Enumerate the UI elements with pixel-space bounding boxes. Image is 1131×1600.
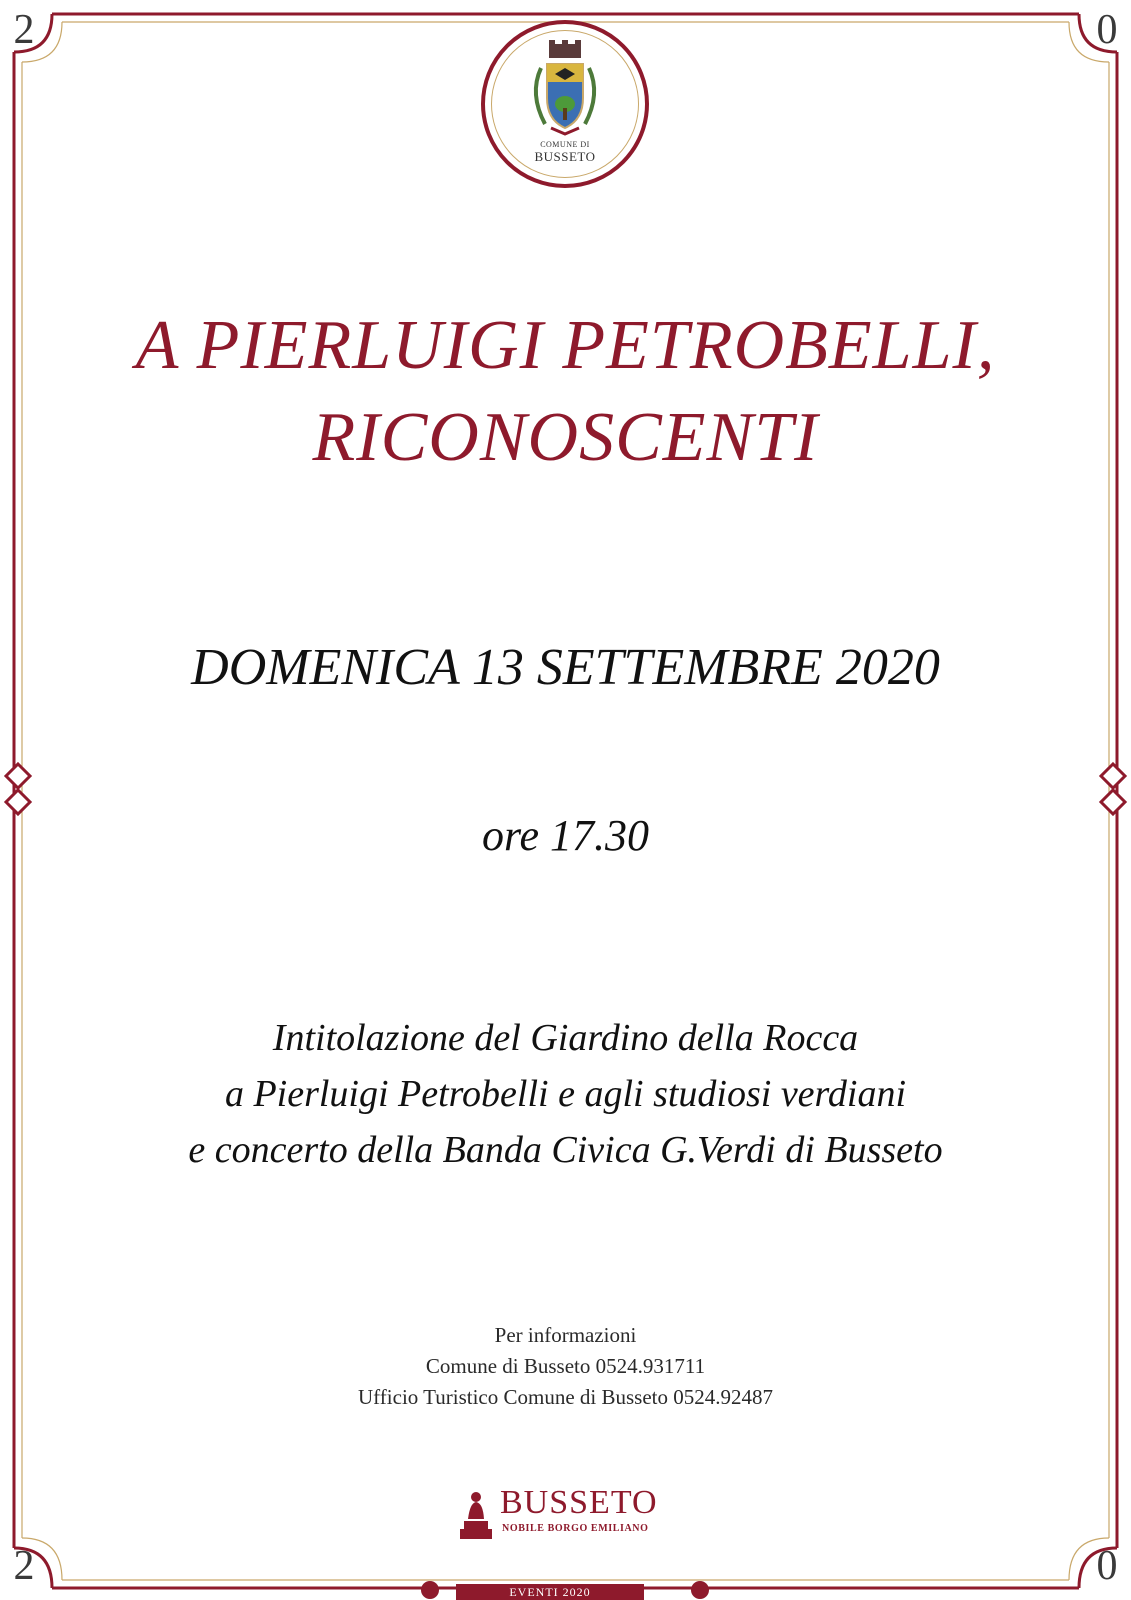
info-line-2: Ufficio Turistico Comune di Busseto 0524.92487 [358,1385,773,1409]
corner-digit-top-right: 0 [1096,7,1118,53]
busseto-logo [456,1485,676,1545]
description-line-1: Intitolazione del Giardino della Rocca [272,1017,859,1059]
corner-digit-bottom-left: 2 [13,1543,35,1589]
statue-icon [456,1489,496,1541]
seal-caption-small: COMUNE DI [540,140,590,149]
description-line-2: a Pierluigi Petrobelli e agli studiosi verdiani [224,1073,907,1115]
description-line-3: e concerto della Banda Civica G.Verdi di Busseto [188,1129,943,1171]
corner-digit-bottom-right: 0 [1096,1543,1118,1589]
corner-digit-top-left: 2 [13,7,35,53]
info-heading: Per informazioni [494,1323,637,1347]
info-line-1: Comune di Busseto 0524.931711 [425,1354,706,1378]
seal-caption-large: BUSSETO [534,149,596,164]
contact-info [60,1320,1071,1413]
title-line-2: RICONOSCENTI [312,399,819,476]
event-time: ore 17.30 [481,811,650,860]
event-description [60,1010,1071,1178]
logo-name: BUSSETO [500,1484,658,1521]
event-title [60,300,1071,484]
footer-label: EVENTI 2020 [456,1584,644,1600]
logo-tagline: NOBILE BORGO EMILIANO [502,1523,649,1534]
municipal-seal [481,20,649,188]
title-line-1: A PIERLUIGI PETROBELLI, [135,307,996,384]
event-date: DOMENICA 13 SETTEMBRE 2020 [191,639,940,696]
